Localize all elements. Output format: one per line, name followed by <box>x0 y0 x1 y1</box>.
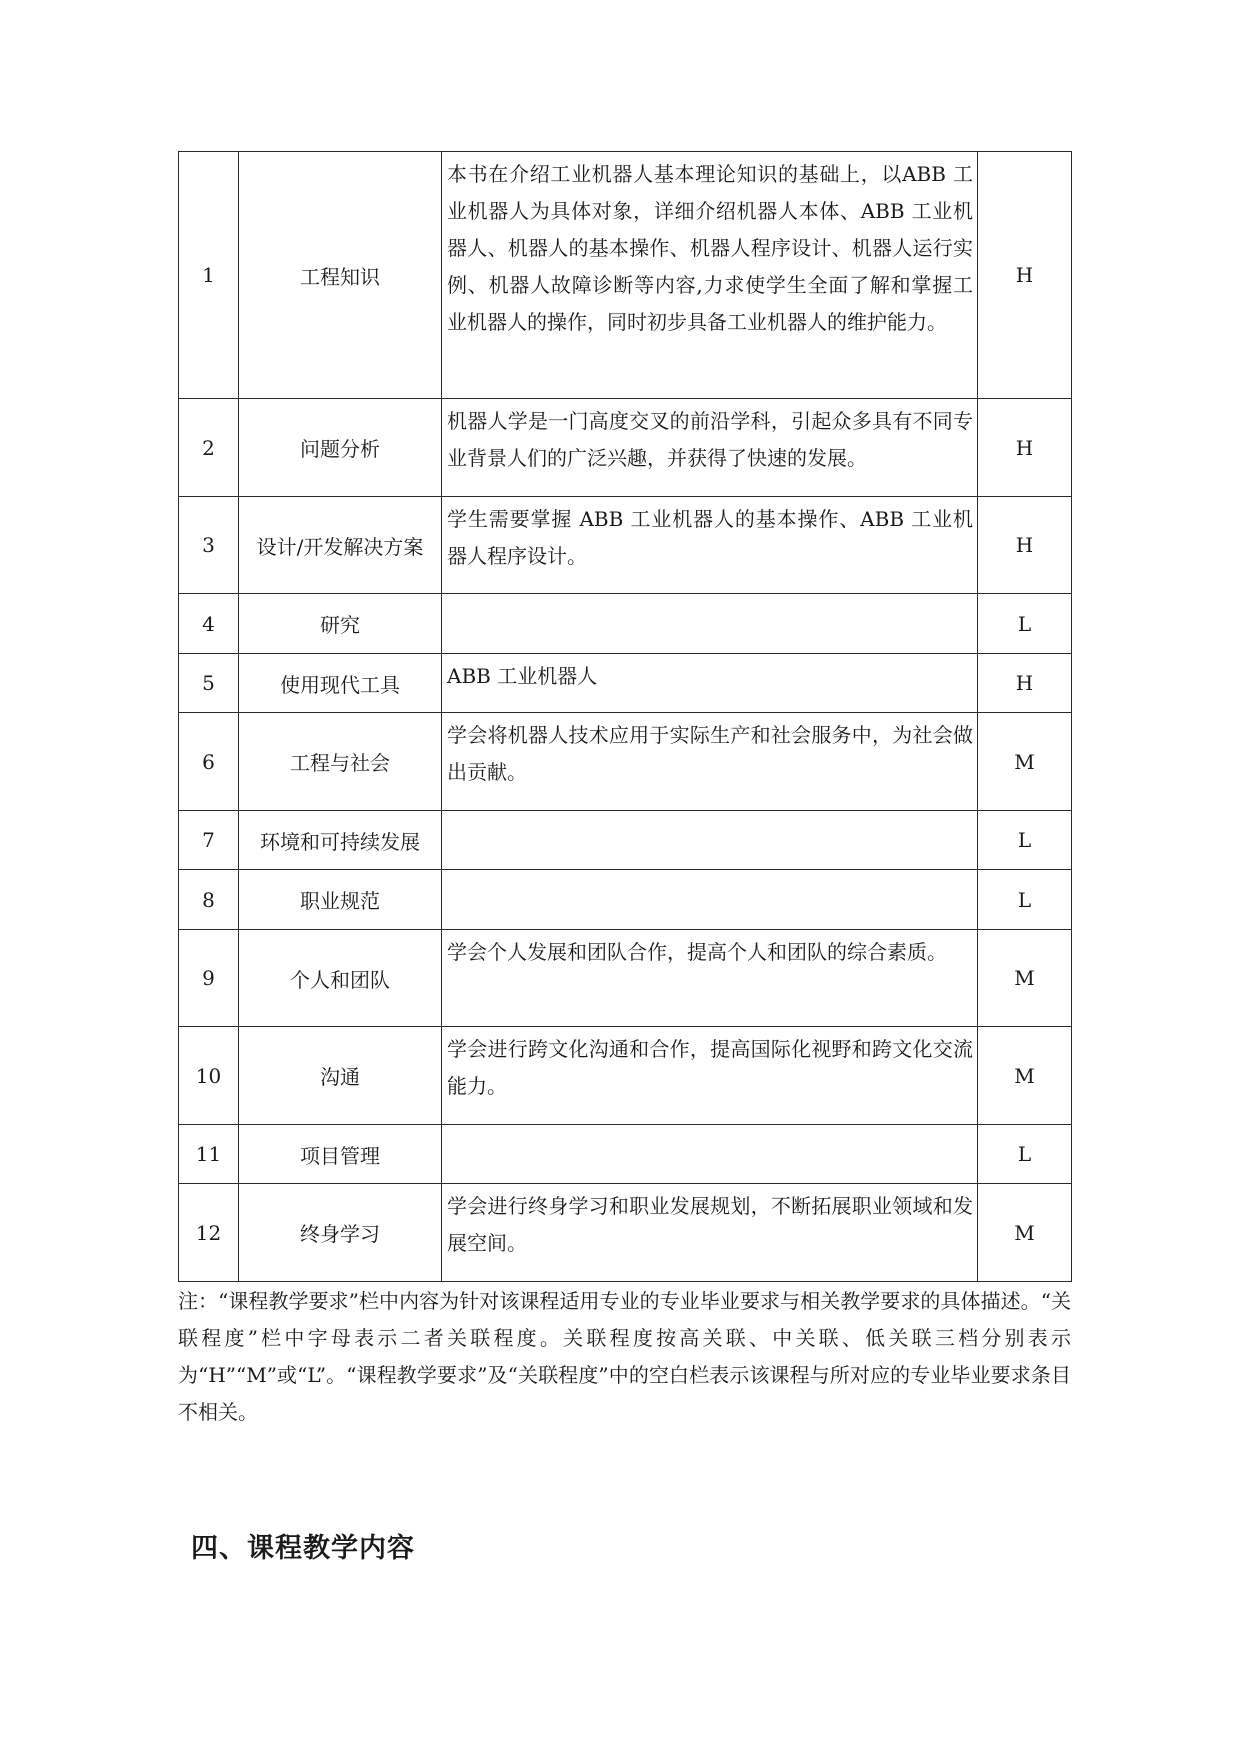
table-row <box>179 1027 1072 1125</box>
row-number: 4 <box>179 594 239 654</box>
row-number: 3 <box>179 497 239 594</box>
requirement-description <box>442 1125 978 1184</box>
section-heading: 四、课程教学内容 <box>191 1533 415 1564</box>
requirement-name: 终身学习 <box>239 1184 442 1282</box>
requirement-description: 机器人学是一门高度交叉的前沿学科，引起众多具有不同专业背景人们的广泛兴趣，并获得了快速的发展。 <box>442 399 978 497</box>
table-row <box>179 399 1072 497</box>
requirement-name: 使用现代工具 <box>239 654 442 713</box>
correlation-level: H <box>978 399 1072 497</box>
requirement-name: 工程知识 <box>239 152 442 399</box>
requirement-name: 环境和可持续发展 <box>239 811 442 870</box>
table-row <box>179 654 1072 713</box>
requirement-description: 学会个人发展和团队合作，提高个人和团队的综合素质。 <box>442 930 978 1027</box>
table-row <box>179 930 1072 1027</box>
requirement-name: 问题分析 <box>239 399 442 497</box>
table-footnote: 注：“课程教学要求”栏中内容为针对该课程适用专业的专业毕业要求与相关教学要求的具体描述。“关联程度”栏中字母表示二者关联程度。关联程度按高关联、中关联、低关联三档分别表示为“H”“M”或“L”。“课程教学要求”及“关联程度”中的空白栏表示该课程与所对应的专业毕业要求条目不相关。 <box>178 1289 1071 1424</box>
correlation-level: L <box>978 594 1072 654</box>
row-number: 9 <box>179 930 239 1027</box>
table-row <box>179 713 1072 811</box>
requirement-description: 学会将机器人技术应用于实际生产和社会服务中，为社会做出贡献。 <box>442 713 978 811</box>
requirement-description: 学会进行终身学习和职业发展规划，不断拓展职业领域和发展空间。 <box>442 1184 978 1282</box>
row-number: 5 <box>179 654 239 713</box>
table-row <box>179 152 1072 399</box>
correlation-level: M <box>978 1027 1072 1125</box>
table-row <box>179 870 1072 930</box>
table-row <box>179 1184 1072 1282</box>
table-row <box>179 811 1072 870</box>
row-number: 11 <box>179 1125 239 1184</box>
row-number: 8 <box>179 870 239 930</box>
requirement-name: 工程与社会 <box>239 713 442 811</box>
table-row <box>179 497 1072 594</box>
row-number: 10 <box>179 1027 239 1125</box>
requirement-name: 沟通 <box>239 1027 442 1125</box>
row-number: 12 <box>179 1184 239 1282</box>
requirement-name: 职业规范 <box>239 870 442 930</box>
requirement-description: 学会进行跨文化沟通和合作，提高国际化视野和跨文化交流能力。 <box>442 1027 978 1125</box>
row-number: 1 <box>179 152 239 399</box>
correlation-level: H <box>978 152 1072 399</box>
correlation-level: H <box>978 654 1072 713</box>
correlation-level: L <box>978 1125 1072 1184</box>
requirement-description: 学生需要掌握 ABB 工业机器人的基本操作、ABB 工业机器人程序设计。 <box>442 497 978 594</box>
row-number: 2 <box>179 399 239 497</box>
requirement-description: 本书在介绍工业机器人基本理论知识的基础上，以ABB 工业机器人为具体对象，详细介绍机器人本体、ABB 工业机器人、机器人的基本操作、机器人程序设计、机器人运行实例、机器人故障诊断等内容,力求使学生全面了解和掌握工业机器人的操作，同时初步具备工业机器人的维护能力。 <box>442 152 978 399</box>
table-row <box>179 594 1072 654</box>
correlation-level: M <box>978 1184 1072 1282</box>
correlation-level: L <box>978 811 1072 870</box>
requirement-description <box>442 870 978 930</box>
requirement-name: 项目管理 <box>239 1125 442 1184</box>
requirement-name: 研究 <box>239 594 442 654</box>
requirements-table <box>178 151 1072 1282</box>
row-number: 6 <box>179 713 239 811</box>
correlation-level: M <box>978 930 1072 1027</box>
requirement-description <box>442 811 978 870</box>
row-number: 7 <box>179 811 239 870</box>
correlation-level: M <box>978 713 1072 811</box>
correlation-level: H <box>978 497 1072 594</box>
requirement-description <box>442 594 978 654</box>
requirement-name: 个人和团队 <box>239 930 442 1027</box>
table-row <box>179 1125 1072 1184</box>
requirement-name: 设计/开发解决方案 <box>239 497 442 594</box>
correlation-level: L <box>978 870 1072 930</box>
requirement-description: ABB 工业机器人 <box>442 654 978 713</box>
